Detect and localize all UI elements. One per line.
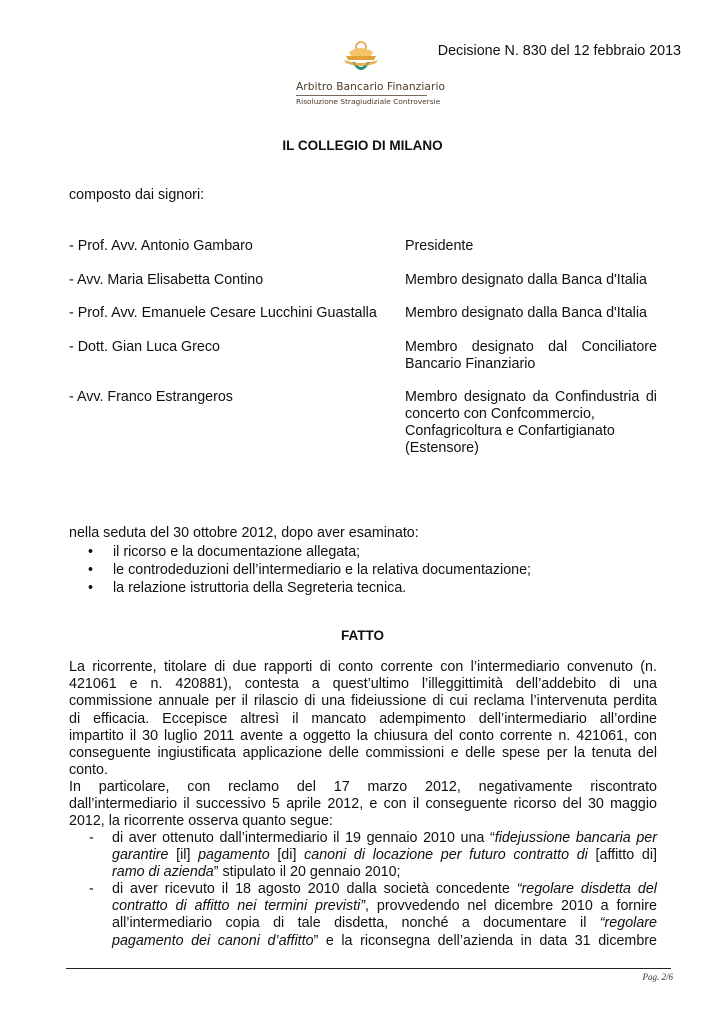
- member-name: - Avv. Franco Estrangeros: [69, 389, 233, 405]
- list-item: • le controdeduzioni dell’intermediario e la relativa documentazione;: [88, 561, 531, 579]
- text-line: di aver ricevuto il 18 agosto 2010 dalla società concedente “regolare disdetta del: [112, 881, 657, 897]
- member-role: Membro designato da Confindustria di concerto con Confcommercio, Confagricoltura e Confartigianato (Estensore): [405, 389, 657, 456]
- member-role: Presidente: [405, 238, 474, 254]
- text-line: conto.: [69, 762, 108, 779]
- text-line: pagamento dei canoni d’affitto” e la riconsegna dell’azienda in data 31 dicembre: [112, 932, 658, 949]
- footer-divider: [66, 968, 671, 969]
- text-line: di efficacia. Eccepisce altresì il mancato adempimento dell’intermediario all’ordine: [69, 710, 657, 727]
- abf-emblem-icon: [340, 36, 382, 80]
- member-name: - Prof. Avv. Antonio Gambaro: [69, 238, 253, 254]
- fatto-paragraph-1: [69, 659, 657, 779]
- text-line: all’intermediario copia di tale disdetta, nonché a documentare il “regolare: [112, 915, 657, 932]
- text-line: La ricorrente, titolare di due rapporti di conto corrente con l’intermediario convenuto (n.: [69, 659, 657, 675]
- list-item: • la relazione istruttoria della Segreteria tecnica.: [88, 579, 531, 597]
- text-line: garantire [il] pagamento [di] canoni di locazione per futuro contratto di [affitto di]: [112, 847, 657, 864]
- logo-subtitle: Risoluzione Stragiudiziale Controversie: [296, 97, 441, 106]
- member-name: - Dott. Gian Luca Greco: [69, 339, 220, 355]
- seduta-text: nella seduta del 30 ottobre 2012, dopo aver esaminato:: [69, 525, 419, 541]
- examined-list: [88, 543, 531, 597]
- text-line: impartito il 30 luglio 2011 avente a oggetto la chiusura del conto corrente n. 421061, con: [69, 727, 657, 744]
- text-line: di aver ottenuto dall’intermediario il 19 gennaio 2010 una “fidejussione bancaria per: [112, 830, 657, 846]
- logo-title: Arbitro Bancario Finanziario: [296, 81, 446, 93]
- list-item: • il ricorso e la documentazione allegata;: [88, 543, 531, 561]
- text-line: ramo di azienda” stipulato il 20 gennaio 2010;: [112, 864, 401, 881]
- text-line: In particolare, con reclamo del 17 marzo 2012, negativamente riscontrato: [69, 779, 657, 795]
- member-name: - Avv. Maria Elisabetta Contino: [69, 272, 264, 288]
- text-line: conseguente ingiustificata applicazione delle commissioni e delle spese per la tenuta del: [69, 744, 657, 761]
- intro-text: composto dai signori:: [69, 187, 205, 203]
- text-line: 2012, la ricorrente osserva quanto segue:: [69, 813, 333, 830]
- fatto-paragraph-2: [69, 779, 657, 831]
- member-role: Membro designato dalla Banca d'Italia: [405, 272, 647, 288]
- collegio-heading: IL COLLEGIO DI MILANO: [282, 138, 443, 153]
- decision-number: Decisione N. 830 del 12 febbraio 2013: [437, 43, 681, 59]
- logo-divider: [296, 95, 427, 96]
- member-name: - Prof. Avv. Emanuele Cesare Lucchini Guastalla: [69, 305, 377, 321]
- dash-marker: -: [89, 881, 94, 897]
- abf-logo: [296, 36, 446, 108]
- member-role: Membro designato dalla Banca d'Italia: [405, 305, 647, 321]
- text-line: 421061 e n. 420881), contesta a quest’ultimo l’illeggittimità dell’addebito di una: [69, 676, 657, 693]
- dash-marker: -: [89, 830, 94, 846]
- fatto-heading: FATTO: [341, 628, 384, 643]
- member-role: Membro designato dal Conciliatore Bancario Finanziario: [405, 339, 657, 372]
- text-line: commissione annuale per il rilascio di una fideiussione di cui reclama l’intervenuta perdita: [69, 693, 657, 710]
- text-line: contratto di affitto nei termini previsti”, provvedendo nel dicembre 2010 a fornire: [112, 898, 657, 915]
- text-line: dall’intermediario il successivo 5 aprile 2012, e con il conseguente ricorso del 30 maggio: [69, 796, 657, 813]
- page-number: Pag. 2/6: [642, 972, 673, 982]
